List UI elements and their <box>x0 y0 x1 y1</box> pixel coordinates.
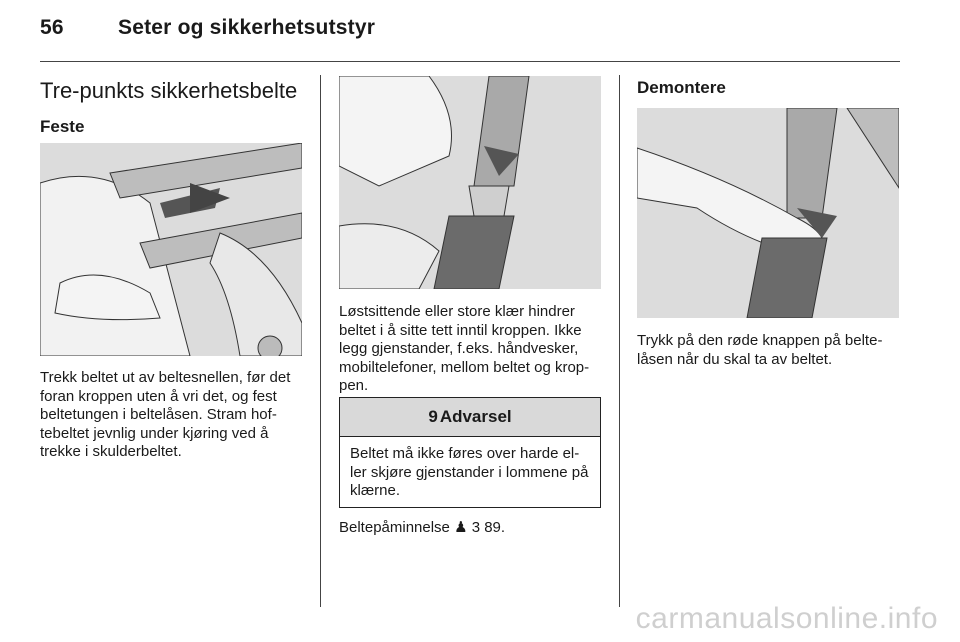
seatbelt-buckle-illustration <box>339 76 601 289</box>
release-instructions: Trykk på den røde knappen på beltelåsen når du skal ta av beltet. <box>637 332 883 368</box>
reference-arrow-icon: 3 <box>471 519 481 536</box>
seatbelt-reminder-icon: ♟ <box>454 519 468 536</box>
fasten-instructions: Trekk beltet ut av beltesnellen, før det foran kroppen uten å vri det, og fest beltetungen i beltelåsen. Stram hoftebeltet jevnlig under kjøring ved å trekke i skulderbeltet. <box>40 369 291 460</box>
page-reference-link[interactable]: 89. <box>484 519 506 536</box>
header-divider <box>40 61 900 62</box>
seatbelt-release-illustration <box>637 108 899 318</box>
warning-header <box>340 398 600 437</box>
warning-text: Beltet må ikke føres over harde eller skjøre gjenstander i lommene på klærne. <box>350 445 589 499</box>
watermark: carmanualsonline.info <box>635 602 938 635</box>
warning-box <box>339 397 601 508</box>
subsection-feste: Feste <box>40 117 85 136</box>
page-header <box>40 16 375 40</box>
reminder-line <box>339 519 605 538</box>
section-title: Tre-punkts sikkerhetsbelte <box>40 78 298 103</box>
column-divider-1 <box>320 75 321 607</box>
column-divider-2 <box>619 75 620 607</box>
clothing-note: Løstsittende eller store klær hindrer beltet i å sitte tett inntil kroppen. Ikke legg gjenstander, f.eks. håndvesker, mobiltelefoner, mellom beltet og kroppen. <box>339 303 590 394</box>
chapter-title: Seter og sikkerhetsutstyr <box>118 16 376 39</box>
subsection-demontere: Demontere <box>637 78 726 97</box>
page-number: 56 <box>40 16 64 39</box>
warning-title: Advarsel <box>439 407 512 426</box>
seatbelt-fasten-illustration <box>40 143 302 356</box>
reminder-label: Beltepåminnelse <box>339 519 450 536</box>
warning-triangle-icon: 9 <box>428 407 438 426</box>
